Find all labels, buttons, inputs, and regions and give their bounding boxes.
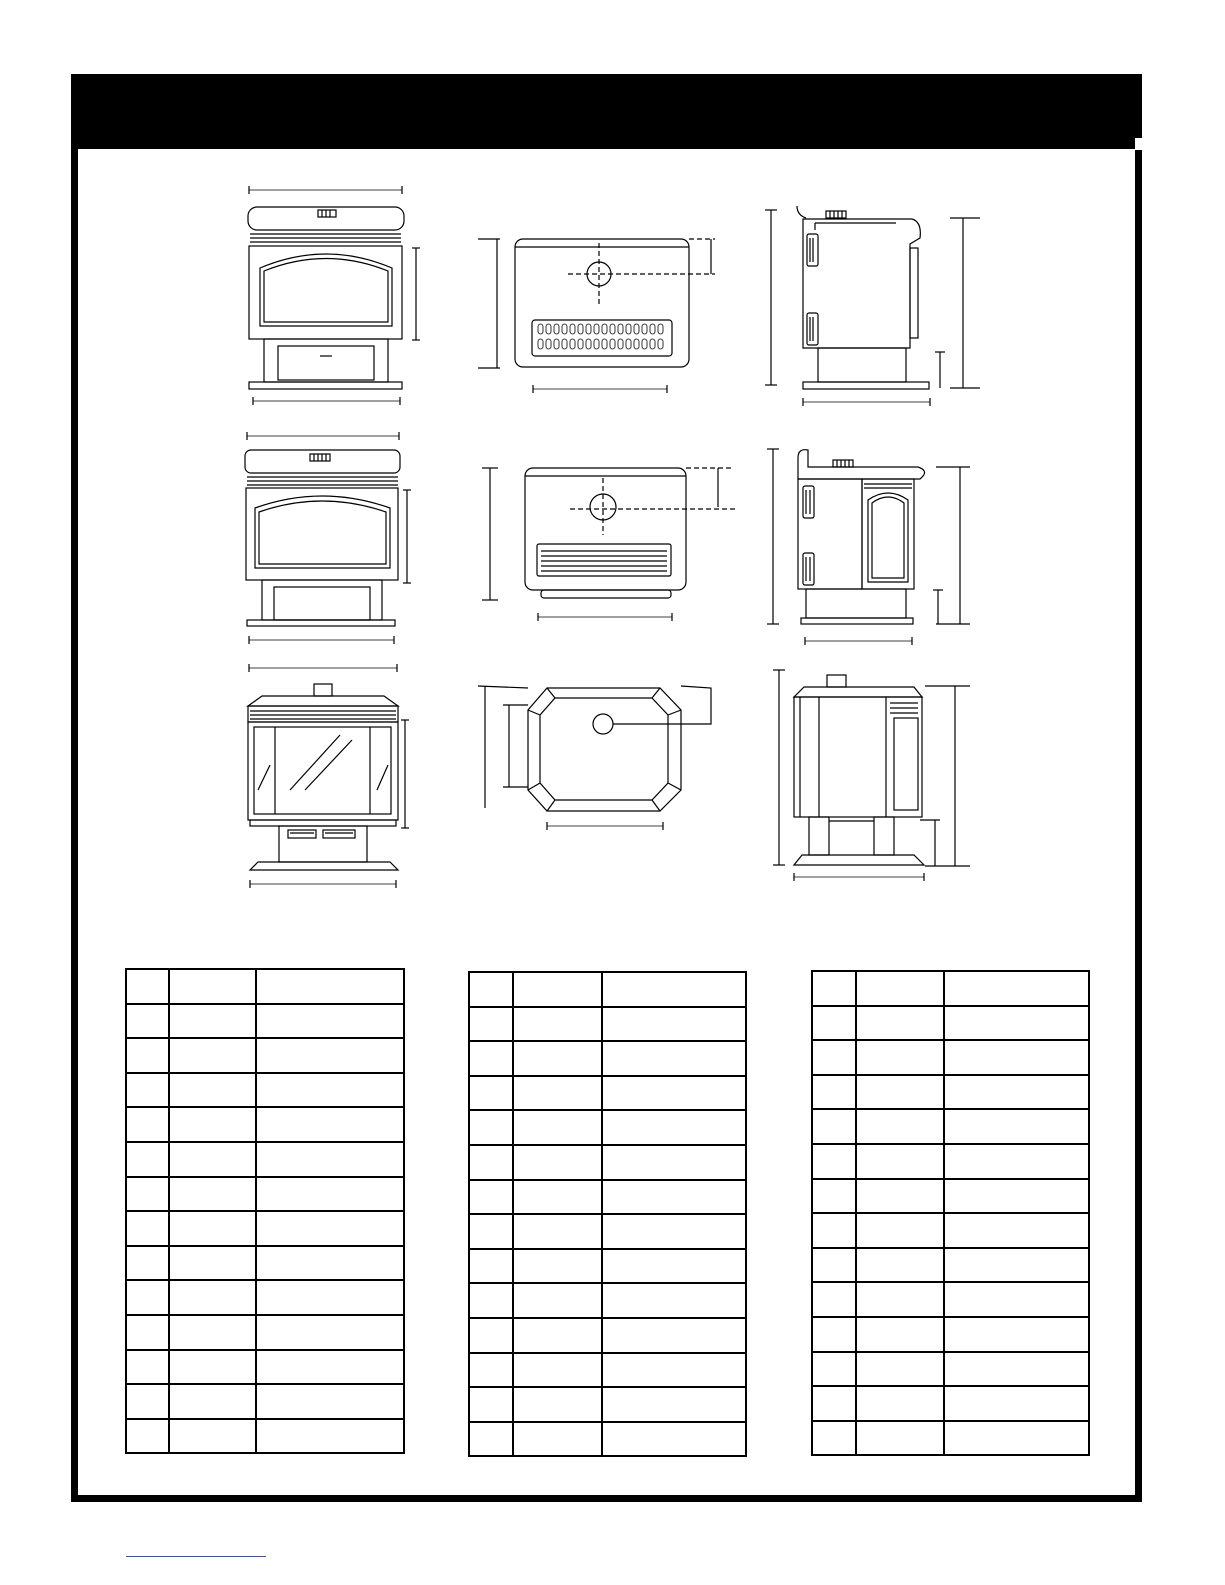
table-cell (812, 1317, 856, 1352)
table-cell (513, 1353, 602, 1388)
table-cell (856, 1317, 944, 1352)
table-row (469, 1422, 746, 1457)
table-cell (812, 1075, 856, 1110)
footer-link[interactable] (126, 1556, 266, 1557)
table-cell (126, 1107, 169, 1142)
model-1-side-view (765, 206, 980, 406)
table-cell (256, 1073, 404, 1108)
table-cell (602, 972, 746, 1007)
table-row (812, 1248, 1089, 1283)
table-row (469, 1145, 746, 1180)
table-cell (602, 1249, 746, 1284)
table-cell (469, 1353, 513, 1388)
table-cell (169, 1038, 256, 1073)
table-cell (126, 1004, 169, 1039)
table-row (812, 1282, 1089, 1317)
table-cell (513, 1110, 602, 1145)
table-cell (856, 1386, 944, 1421)
table-cell (256, 1280, 404, 1315)
table-cell (469, 1387, 513, 1422)
table-cell (469, 1007, 513, 1042)
table-cell (169, 1246, 256, 1281)
table-cell (256, 1038, 404, 1073)
model-1-top-view (478, 239, 715, 393)
table-cell (256, 1142, 404, 1177)
table-row (126, 1004, 404, 1039)
table-cell (944, 1352, 1089, 1387)
table-cell (856, 1352, 944, 1387)
table-row (126, 1177, 404, 1212)
table-row (812, 1144, 1089, 1179)
table-cell (944, 1006, 1089, 1041)
table-cell (602, 1214, 746, 1249)
spec-table-2 (468, 971, 747, 1457)
table-cell (256, 1384, 404, 1419)
model-3-front-view (248, 664, 409, 888)
model-3-top-view (478, 686, 711, 830)
table-cell (256, 1315, 404, 1350)
table-cell (169, 1004, 256, 1039)
table-row (126, 1142, 404, 1177)
table-cell (602, 1387, 746, 1422)
table-cell (169, 1419, 256, 1454)
table-row (812, 1006, 1089, 1041)
table-cell (944, 1386, 1089, 1421)
table-row (469, 1041, 746, 1076)
table-cell (513, 1387, 602, 1422)
table-cell (469, 1214, 513, 1249)
table-cell (944, 1421, 1089, 1456)
table-row (126, 1073, 404, 1108)
table-row (469, 1076, 746, 1111)
table-row (812, 1317, 1089, 1352)
table-cell (602, 1007, 746, 1042)
table-cell (469, 1076, 513, 1111)
table-cell (812, 1352, 856, 1387)
table-cell (256, 1107, 404, 1142)
table-cell (812, 1421, 856, 1456)
table-cell (856, 1075, 944, 1110)
table-cell (169, 1350, 256, 1385)
table-cell (602, 1422, 746, 1457)
table-cell (469, 1283, 513, 1318)
table-cell (602, 1318, 746, 1353)
vent-slots (538, 324, 663, 349)
table-cell (602, 1180, 746, 1215)
model-3-side-view (773, 670, 970, 881)
table-cell (944, 1075, 1089, 1110)
spec-table-3 (811, 970, 1090, 1456)
table-row (469, 1110, 746, 1145)
table-cell (126, 969, 169, 1004)
table-cell (602, 1283, 746, 1318)
table-cell (469, 1422, 513, 1457)
table-cell (126, 1419, 169, 1454)
table-row (812, 971, 1089, 1006)
table-cell (169, 969, 256, 1004)
table-cell (856, 1213, 944, 1248)
table-cell (469, 1180, 513, 1215)
table-row (812, 1421, 1089, 1456)
table-cell (126, 1280, 169, 1315)
table-cell (856, 1109, 944, 1144)
model-2-front-view (245, 432, 411, 644)
table-row (469, 972, 746, 1007)
table-cell (812, 1040, 856, 1075)
table-cell (256, 1419, 404, 1454)
table-cell (169, 1177, 256, 1212)
table-cell (812, 1282, 856, 1317)
table-row (126, 1350, 404, 1385)
table-row (126, 1419, 404, 1454)
table-cell (602, 1076, 746, 1111)
table-cell (513, 1249, 602, 1284)
table-cell (126, 1315, 169, 1350)
spec-table-1 (125, 968, 405, 1454)
table-row (812, 1213, 1089, 1248)
table-cell (256, 1246, 404, 1281)
table-row (812, 1109, 1089, 1144)
table-row (469, 1283, 746, 1318)
table-cell (469, 1249, 513, 1284)
table-cell (169, 1142, 256, 1177)
table-row (469, 1318, 746, 1353)
table-row (126, 1211, 404, 1246)
table-row (812, 1179, 1089, 1214)
table-cell (812, 1248, 856, 1283)
model-2-side-view (767, 449, 970, 645)
model-2-top-view (482, 468, 735, 621)
table-row (812, 1352, 1089, 1387)
table-cell (469, 972, 513, 1007)
table-cell (169, 1280, 256, 1315)
table-cell (944, 971, 1089, 1006)
table-cell (469, 1041, 513, 1076)
table-cell (469, 1145, 513, 1180)
table-row (812, 1075, 1089, 1110)
table-cell (513, 1283, 602, 1318)
table-cell (126, 1211, 169, 1246)
table-cell (812, 971, 856, 1006)
table-cell (126, 1246, 169, 1281)
table-cell (169, 1315, 256, 1350)
table-cell (944, 1179, 1089, 1214)
table-cell (944, 1109, 1089, 1144)
table-cell (469, 1110, 513, 1145)
table-row (126, 1038, 404, 1073)
table-cell (944, 1282, 1089, 1317)
table-row (469, 1353, 746, 1388)
table-row (126, 1280, 404, 1315)
table-cell (602, 1110, 746, 1145)
table-cell (256, 1211, 404, 1246)
table-cell (513, 1076, 602, 1111)
table-row (126, 1315, 404, 1350)
table-cell (126, 1073, 169, 1108)
table-cell (256, 1350, 404, 1385)
table-cell (513, 1145, 602, 1180)
table-cell (812, 1144, 856, 1179)
table-cell (602, 1145, 746, 1180)
table-cell (126, 1038, 169, 1073)
table-cell (513, 972, 602, 1007)
table-cell (602, 1353, 746, 1388)
table-cell (513, 1041, 602, 1076)
table-cell (856, 1144, 944, 1179)
table-cell (812, 1006, 856, 1041)
model-1-front-view (248, 186, 420, 405)
table-cell (256, 1177, 404, 1212)
table-row (126, 1384, 404, 1419)
table-cell (169, 1073, 256, 1108)
table-row (469, 1249, 746, 1284)
table-row (469, 1214, 746, 1249)
table-cell (812, 1109, 856, 1144)
table-cell (513, 1180, 602, 1215)
table-row (469, 1387, 746, 1422)
table-cell (513, 1422, 602, 1457)
table-cell (812, 1213, 856, 1248)
table-cell (944, 1317, 1089, 1352)
table-row (126, 1246, 404, 1281)
table-row (812, 1386, 1089, 1421)
table-cell (856, 1421, 944, 1456)
table-row (812, 1040, 1089, 1075)
table-cell (169, 1384, 256, 1419)
table-row (469, 1180, 746, 1215)
table-cell (469, 1318, 513, 1353)
table-row (126, 969, 404, 1004)
table-cell (856, 1040, 944, 1075)
table-cell (513, 1214, 602, 1249)
table-cell (944, 1248, 1089, 1283)
table-cell (126, 1384, 169, 1419)
table-cell (856, 1282, 944, 1317)
table-cell (256, 1004, 404, 1039)
table-cell (169, 1107, 256, 1142)
table-cell (812, 1179, 856, 1214)
table-cell (856, 971, 944, 1006)
table-cell (944, 1213, 1089, 1248)
table-cell (856, 1006, 944, 1041)
table-cell (513, 1318, 602, 1353)
table-cell (944, 1144, 1089, 1179)
table-cell (169, 1211, 256, 1246)
table-cell (812, 1386, 856, 1421)
table-row (126, 1107, 404, 1142)
table-cell (944, 1040, 1089, 1075)
table-cell (856, 1179, 944, 1214)
table-cell (856, 1248, 944, 1283)
table-cell (126, 1142, 169, 1177)
table-cell (513, 1007, 602, 1042)
table-row (469, 1007, 746, 1042)
table-cell (126, 1177, 169, 1212)
table-cell (256, 969, 404, 1004)
table-cell (602, 1041, 746, 1076)
table-cell (126, 1350, 169, 1385)
